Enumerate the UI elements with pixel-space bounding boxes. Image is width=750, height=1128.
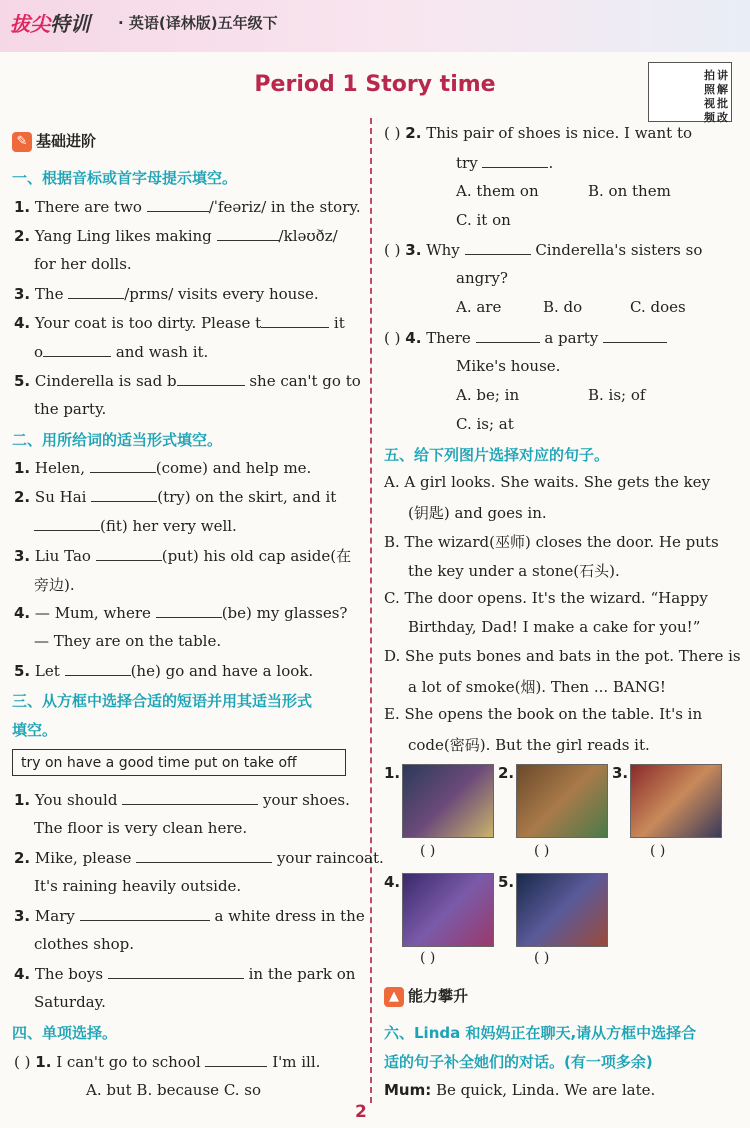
s5-sentence-a: A. A girl looks. She waits. She gets the key <box>384 473 711 491</box>
answer-blank[interactable] <box>465 240 531 255</box>
answer-blank[interactable] <box>482 153 548 168</box>
s6-title-1: 六、Linda 和妈妈正在聊天,请从方框中选择合 <box>384 1024 697 1042</box>
s1-q5-cont: the party. <box>34 400 107 418</box>
answer-blank[interactable] <box>147 197 209 212</box>
s2-q2: 2. Su Hai (try) on the skirt, and it <box>14 488 337 506</box>
s3-q3-cont: clothes shop. <box>34 935 135 953</box>
s4-q2-opt-c: C. it on <box>456 211 511 229</box>
answer-paren[interactable]: ( ) <box>420 843 436 859</box>
s4-q2-opt-a: A. them on <box>456 182 539 200</box>
page-header <box>0 0 750 52</box>
s3-title-2: 填空。 <box>12 721 58 739</box>
s5-sentence-c: C. The door opens. It's the wizard. “Happy <box>384 589 708 607</box>
picture-wizard-book <box>402 764 494 838</box>
s2-q3: 3. Liu Tao (put) his old cap aside(在 <box>14 547 352 565</box>
s5-sentence-d-cont: a lot of smoke(烟). Then ... BANG! <box>408 678 666 696</box>
brand-logo: 拔尖特训 <box>10 12 90 36</box>
answer-blank[interactable] <box>96 546 162 561</box>
s4-q3-opt-a: A. are <box>456 298 502 316</box>
answer-blank[interactable] <box>261 313 329 328</box>
s4-q4: ( ) 4. There a party <box>384 328 667 347</box>
answer-paren[interactable]: ( ) <box>650 843 666 859</box>
section-basic-header: ✎ 基础进阶 <box>12 130 96 152</box>
answer-blank[interactable] <box>205 1052 267 1067</box>
s3-q1-cont: The floor is very clean here. <box>34 819 248 837</box>
s4-q1: ( ) 1. I can't go to school I'm ill. <box>14 1053 321 1071</box>
s1-q3: 3. The /prɪns/ visits every house. <box>14 285 319 303</box>
s1-q1: 1. There are two /ˈfeəriz/ in the story. <box>14 198 361 216</box>
s5-sentence-e-cont: code(密码). But the girl reads it. <box>408 736 650 754</box>
s3-q4-cont: Saturday. <box>34 993 106 1011</box>
answer-blank[interactable] <box>34 516 100 531</box>
pic-number: 1. <box>384 764 401 782</box>
s1-title: 一、根据音标或首字母提示填空。 <box>12 169 238 187</box>
answer-paren[interactable]: ( ) <box>534 843 550 859</box>
answer-blank[interactable] <box>177 371 245 386</box>
video-explain-box[interactable]: 拍 照 视 频 讲 解 批 改 <box>648 62 732 122</box>
answer-blank[interactable] <box>476 328 540 343</box>
picture-girl-door <box>516 764 608 838</box>
page-number: 2 <box>355 1102 367 1122</box>
s4-q1-options: A. but B. because C. so <box>86 1081 262 1099</box>
s2-q3-cont: 旁边). <box>34 576 75 594</box>
s4-q4-opt-c: C. is; at <box>456 415 514 433</box>
answer-paren[interactable]: ( ) <box>420 950 436 966</box>
picture-girl-wizard <box>516 873 608 947</box>
answer-blank[interactable] <box>80 906 210 921</box>
answer-paren[interactable]: ( ) <box>534 950 550 966</box>
s2-title: 二、用所给词的适当形式填空。 <box>12 431 223 449</box>
s4-q3-opt-b: B. do <box>543 298 583 316</box>
s5-sentence-d: D. She puts bones and bats in the pot. There is <box>384 647 741 665</box>
s2-q4: 4. — Mum, where (be) my glasses? <box>14 604 348 622</box>
picture-girl-reading <box>630 764 722 838</box>
s5-sentence-b-cont: the key under a stone(石头). <box>408 562 620 580</box>
s2-q1: 1. Helen, (come) and help me. <box>14 459 312 477</box>
s4-q4-opt-b: B. is; of <box>588 386 646 404</box>
climb-icon: ▲ <box>384 987 404 1007</box>
pencil-icon: ✎ <box>12 132 32 152</box>
answer-blank[interactable] <box>65 661 131 676</box>
answer-blank[interactable] <box>217 226 279 241</box>
s3-q1: 1. You should your shoes. <box>14 791 350 809</box>
s1-q5: 5. Cinderella is sad b she can't go to <box>14 372 361 390</box>
s4-q2-cont: try . <box>456 154 554 172</box>
answer-blank[interactable] <box>43 342 111 357</box>
s4-q3-cont: angry? <box>456 269 508 287</box>
s2-q5: 5. Let (he) go and have a look. <box>14 662 314 680</box>
s2-q4-cont: — They are on the table. <box>34 632 222 650</box>
pic-number: 3. <box>612 764 629 782</box>
s6-dialogue-1: Mum: Be quick, Linda. We are late. <box>384 1081 656 1099</box>
answer-blank[interactable] <box>122 790 258 805</box>
s5-sentence-b: B. The wizard(巫师) closes the door. He puts <box>384 533 719 551</box>
s4-q4-cont: Mike's house. <box>456 357 561 375</box>
s3-q2-cont: It's raining heavily outside. <box>34 877 242 895</box>
answer-blank[interactable] <box>603 328 667 343</box>
pic-number: 2. <box>498 764 515 782</box>
s4-q2-opt-b: B. on them <box>588 182 671 200</box>
answer-blank[interactable] <box>68 284 124 299</box>
answer-blank[interactable] <box>136 848 272 863</box>
s3-q4: 4. The boys in the park on <box>14 965 356 983</box>
s1-q4-cont: o and wash it. <box>34 343 209 361</box>
s5-title: 五、给下列图片选择对应的句子。 <box>384 446 610 464</box>
s4-title: 四、单项选择。 <box>12 1024 118 1042</box>
answer-blank[interactable] <box>90 458 156 473</box>
picture-girl-pot <box>402 873 494 947</box>
s3-title-1: 三、从方框中选择合适的短语并用其适当形式 <box>12 692 313 710</box>
page-title: Period 1 Story time <box>254 72 496 97</box>
s5-sentence-c-cont: Birthday, Dad! I make a cake for you!” <box>408 618 701 636</box>
pic-number: 4. <box>384 873 401 891</box>
phrase-box: try on have a good time put on take off <box>12 749 346 776</box>
s3-q2: 2. Mike, please your raincoat. <box>14 849 384 867</box>
answer-blank[interactable] <box>156 603 222 618</box>
section-ability-header: ▲ 能力攀升 <box>384 985 468 1007</box>
s5-sentence-e: E. She opens the book on the table. It's in <box>384 705 703 723</box>
pic-number: 5. <box>498 873 515 891</box>
series-title: · 英语(译林版)五年级下 <box>118 14 278 32</box>
s6-title-2: 适的句子补全她们的对话。(有一项多余) <box>384 1053 653 1071</box>
answer-blank[interactable] <box>91 487 157 502</box>
answer-blank[interactable] <box>108 964 244 979</box>
column-divider <box>370 118 372 1103</box>
s4-q2: ( ) 2. This pair of shoes is nice. I want to <box>384 124 693 142</box>
s1-q4: 4. Your coat is too dirty. Please t it <box>14 314 345 332</box>
s3-q3: 3. Mary a white dress in the <box>14 907 365 925</box>
s4-q4-opt-a: A. be; in <box>456 386 520 404</box>
s4-q3: ( ) 3. Why Cinderella's sisters so <box>384 241 703 259</box>
s1-q2: 2. Yang Ling likes making /kləʊðz/ <box>14 227 338 245</box>
s4-q3-opt-c: C. does <box>630 298 686 316</box>
s1-q2-cont: for her dolls. <box>34 255 132 273</box>
s5-sentence-a-cont: (钥匙) and goes in. <box>408 504 547 522</box>
s2-q2-cont: (fit) her very well. <box>34 516 237 535</box>
